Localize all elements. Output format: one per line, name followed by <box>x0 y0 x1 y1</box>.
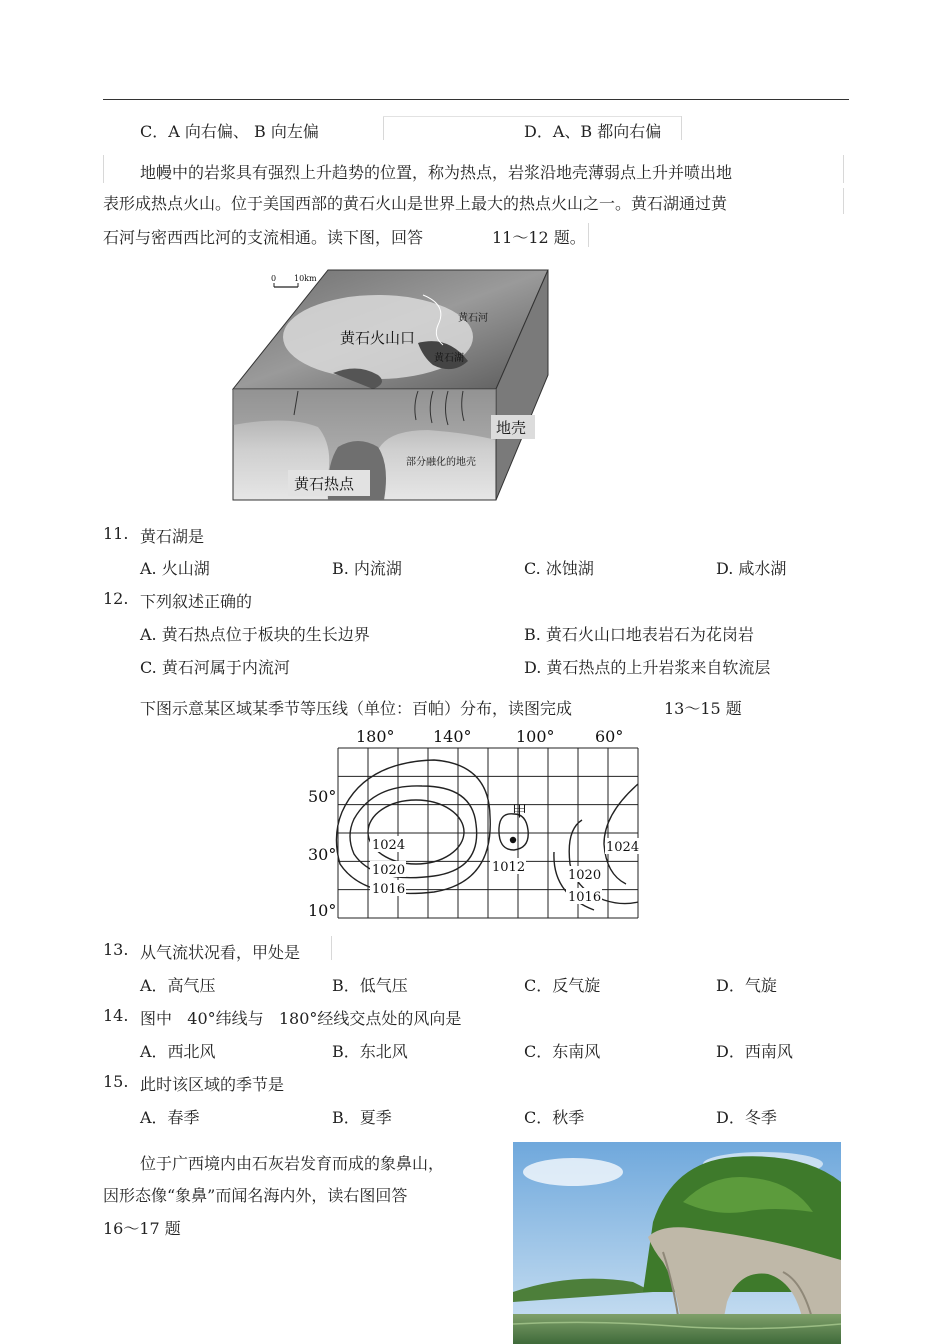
intro-line: 石河与密西西比河的支流相通。读下图，回答 <box>103 228 424 247</box>
intro-line: 表形成热点火山。位于美国西部的黄石火山是世界上最大的热点火山之一。黄石湖通过黄 <box>103 194 728 213</box>
q14-option-c[interactable]: C．东南风 <box>524 1042 601 1061</box>
point-label-jia: 甲 <box>512 802 528 820</box>
q15-option-b[interactable]: B．夏季 <box>332 1108 392 1127</box>
question-number: 12. <box>103 589 129 608</box>
scan-line <box>681 116 682 140</box>
scan-line <box>383 116 681 117</box>
question-number: 15. <box>103 1072 129 1091</box>
q12-option-a[interactable]: A. 黄石热点位于板块的生长边界 <box>140 625 370 644</box>
question-stem: 从气流状况看，甲处是 <box>140 943 301 962</box>
intro-line: 16～17 题 <box>103 1219 181 1238</box>
scan-line <box>843 155 844 183</box>
lat-label: 10° <box>308 901 337 920</box>
label-partial-melt: 部分融化的地壳 <box>406 457 476 468</box>
label-hotspot: 黄石热点 <box>294 475 355 493</box>
q11-option-a[interactable]: A. 火山湖 <box>140 559 210 578</box>
q13-option-a[interactable]: A．高气压 <box>140 976 216 995</box>
isobar-label: 1016 <box>372 882 406 897</box>
isobar-label: 1024 <box>372 838 406 853</box>
question-range: 11～12 题。 <box>492 228 586 247</box>
question-number: 11. <box>103 524 129 543</box>
label-crust: 地壳 <box>496 419 527 437</box>
label-crater: 黄石火山口 <box>340 329 416 347</box>
question-stem: 图中 40°纬线与 180°经线交点处的风向是 <box>140 1009 462 1028</box>
q15-option-c[interactable]: C．秋季 <box>524 1108 585 1127</box>
q13-option-b[interactable]: B．低气压 <box>332 976 408 995</box>
scan-line <box>843 188 844 214</box>
intro-line: 地幔中的岩浆具有强烈上升趋势的位置，称为热点，岩浆沿地壳薄弱点上升并喷出地 <box>140 163 733 182</box>
scale-unit: 10km <box>294 274 317 283</box>
isobar-label: 1016 <box>568 890 602 905</box>
question-stem: 黄石湖是 <box>140 527 205 546</box>
intro-line: 位于广西境内由石灰岩发育而成的象鼻山， <box>140 1154 445 1173</box>
q15-option-a[interactable]: A．春季 <box>140 1108 200 1127</box>
q11-option-c[interactable]: C. 冰蚀湖 <box>524 559 594 578</box>
lon-label: 100° <box>516 727 555 746</box>
elephant-trunk-hill-photo <box>513 1142 841 1344</box>
scan-line <box>588 223 589 247</box>
prev-option-c[interactable]: C．A 向右偏、 B 向左偏 <box>140 122 319 141</box>
intro-isobar: 下图示意某区域某季节等压线（单位：百帕）分布，读图完成 <box>140 699 573 718</box>
q11-option-d[interactable]: D. 咸水湖 <box>716 559 787 578</box>
label-river: 黄石河 <box>458 313 488 324</box>
isobar-map <box>304 724 644 924</box>
isobar-label: 1024 <box>606 840 640 855</box>
q12-option-b[interactable]: B. 黄石火山口地表岩石为花岗岩 <box>524 625 754 644</box>
q14-option-a[interactable]: A．西北风 <box>140 1042 216 1061</box>
q14-option-b[interactable]: B．东北风 <box>332 1042 408 1061</box>
q11-option-b[interactable]: B. 内流湖 <box>332 559 402 578</box>
q13-option-d[interactable]: D．气旋 <box>716 976 777 995</box>
q12-option-c[interactable]: C. 黄石河属于内流河 <box>140 658 290 677</box>
label-lake: 黄石湖 <box>434 353 464 364</box>
scan-line <box>331 936 332 960</box>
lon-label: 60° <box>595 727 624 746</box>
q14-option-d[interactable]: D．西南风 <box>716 1042 793 1061</box>
scan-line <box>383 116 384 140</box>
question-stem: 下列叙述正确的 <box>140 592 253 611</box>
scan-line <box>103 155 104 183</box>
isobar-label: 1012 <box>492 860 526 875</box>
lat-label: 50° <box>308 787 337 806</box>
question-stem: 此时该区域的季节是 <box>140 1075 285 1094</box>
question-number: 14. <box>103 1006 129 1025</box>
isobar-label: 1020 <box>568 868 602 883</box>
scale-zero: 0 <box>271 274 277 283</box>
lon-label: 140° <box>433 727 472 746</box>
header-rule <box>103 99 849 100</box>
q12-option-d[interactable]: D. 黄石热点的上升岩浆来自软流层 <box>524 658 771 677</box>
yellowstone-block-diagram <box>228 265 564 503</box>
isobar-label: 1020 <box>372 863 406 878</box>
q13-option-c[interactable]: C．反气旋 <box>524 976 601 995</box>
prev-option-d[interactable]: D．A、B 都向右偏 <box>524 122 662 141</box>
question-range: 13～15 题 <box>664 699 742 718</box>
question-number: 13. <box>103 940 129 959</box>
lat-label: 30° <box>308 845 337 864</box>
q15-option-d[interactable]: D．冬季 <box>716 1108 777 1127</box>
lon-label: 180° <box>356 727 395 746</box>
intro-line: 因形态像“象鼻”而闻名海内外，读右图回答 <box>103 1186 408 1205</box>
